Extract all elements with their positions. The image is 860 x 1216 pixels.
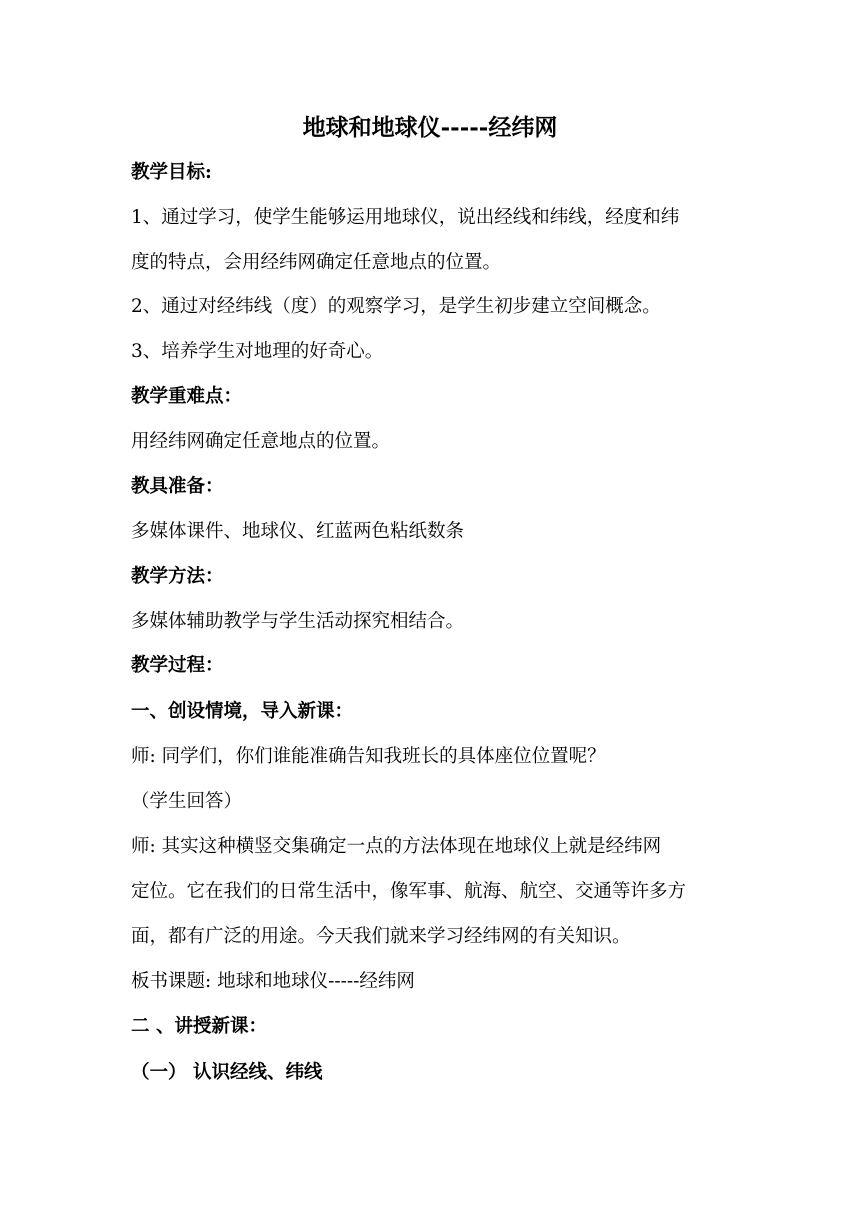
key-points-heading: 教学重难点： xyxy=(131,386,243,407)
key-points-text: 用经纬网确定任意地点的位置。 xyxy=(131,431,391,452)
board-title: 板书课题: 地球和地球仪-----经纬网 xyxy=(131,971,415,992)
goal-1-line-2: 度的特点，会用经纬网确定任意地点的位置。 xyxy=(131,252,502,273)
sub-1-heading: （一） 认识经线、纬线 xyxy=(131,1062,323,1083)
part-2-heading: 二 、讲授新课： xyxy=(131,1016,267,1037)
methods-text: 多媒体辅助教学与学生活动探究相结合。 xyxy=(131,611,465,632)
process-heading: 教学过程： xyxy=(131,655,224,676)
teacher-question: 师: 同学们，你们谁能准确告知我班长的具体座位位置呢？ xyxy=(131,746,606,767)
part-1-heading: 一、创设情境，导入新课： xyxy=(131,701,354,722)
goals-heading: 教学目标: xyxy=(131,162,212,183)
tools-text: 多媒体课件、地球仪、红蓝两色粘纸数条 xyxy=(131,521,465,542)
tools-heading: 教具准备： xyxy=(131,476,224,497)
goal-1-line-1: 1、通过学习，使学生能够运用地球仪，说出经线和纬线，经度和纬 xyxy=(131,207,680,228)
teacher-explain-line-2: 定位。它在我们的日常生活中，像军事、航海、航空、交通等许多方 xyxy=(131,881,687,902)
teacher-explain-line-1: 师: 其实这种横竖交集确定一点的方法体现在地球仪上就是经纬网 xyxy=(131,836,662,857)
goal-3: 3、培养学生对地理的好奇心。 xyxy=(131,341,384,362)
goal-2: 2、通过对经纬线（度）的观察学习，是学生初步建立空间概念。 xyxy=(131,296,661,317)
teacher-explain-line-3: 面，都有广泛的用途。今天我们就来学习经纬网的有关知识。 xyxy=(131,926,631,947)
methods-heading: 教学方法： xyxy=(131,566,224,587)
student-answer: （学生回答） xyxy=(131,791,243,812)
document-title: 地球和地球仪-----经纬网 xyxy=(302,114,558,141)
